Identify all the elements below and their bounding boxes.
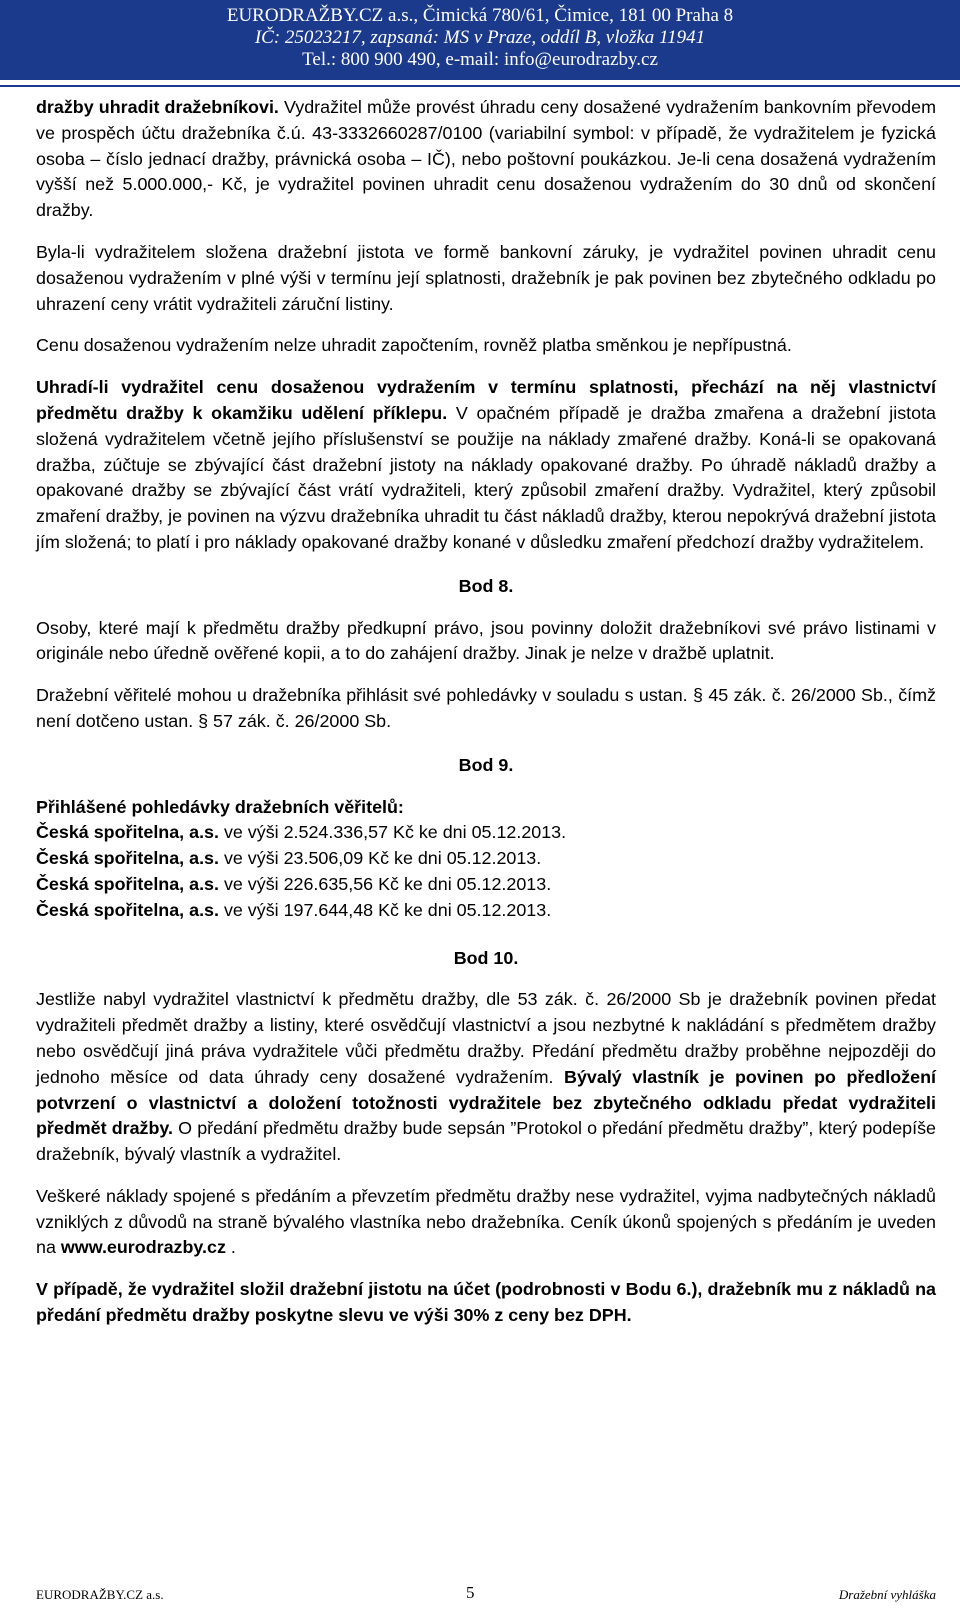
footer-company: EURODRAŽBY.CZ a.s. [36, 1587, 164, 1602]
claim-item [36, 872, 936, 898]
claim-creditor: Česká spořitelna, a.s. [36, 873, 219, 894]
costs-paragraph [36, 1184, 936, 1261]
handover-tail: O předání předmětu dražby bude sepsán ”Protokol o předání předmětu dražby”, který podepíše dražebník, bývalý vlastník a vydražitel. [36, 1118, 936, 1165]
claim-creditor: Česká spořitelna, a.s. [36, 848, 219, 869]
page-footer [36, 1583, 936, 1609]
section-heading-bod-10: Bod 10. [453, 947, 519, 968]
claim-detail: ve výši 226.635,56 Kč ke dni 05.12.2013. [218, 873, 552, 894]
claims-list [36, 795, 936, 924]
section-heading-bod-9: Bod 9. [458, 754, 514, 775]
claim-detail: ve výši 197.644,48 Kč ke dni 05.12.2013. [218, 899, 552, 920]
payment-text: Vydražitel může provést úhradu ceny dosažené vydražením bankovním převodem ve prospěch účtu dražebníka č.ú. 43-3332660287/0100 (variabilní symbol: v případě, že vydražitelem je fyzická osoba – číslo jednací dražby, právnická osoba – IČ), nebo poštovní poukázkou. Je-li cena dosažená vydražením vyšší než 5.000.000,- Kč, je vydražitel povinen uhradit cenu dosaženou vydražením do 30 dnů od skončení dražby. [36, 97, 936, 221]
ownership-text: V opačném případě je dražba zmařena a dražební jistota složená vydražitelem včetně jejího příslušenství se použije na náklady zmařené dražby. Koná-li se opakovaná dražba, zúčtuje se zbývající část dražební jistoty na náklady opakované dražby. Po úhradě nákladů dražby a opakované dražby se zbývající část vrátí vydražiteli, který způsobil zmaření dražby. Vydražitel, který způsobil zmaření dražby, je povinen na výzvu dražebníka uhradit tu část nákladů dražby, kterou nepokrývá dražební jistota jím složená; to platí i pro náklady opakované dražby konané v důsledku zmaření předchozí dražby vydražitelem. [36, 402, 936, 552]
claim-creditor: Česká spořitelna, a.s. [36, 899, 219, 920]
claim-item [36, 846, 936, 872]
letterhead-registration-line: IČ: 25023217, zapsaná: MS v Praze, oddíl B, vložka 11941 [254, 27, 706, 48]
costs-text: Veškeré náklady spojené s předáním a převzetím předmětu dražby nese vydražitel, vyjma nadbytečných nákladů vzniklých z důvodů na straně bývalého vlastníka nebo dražebníka. Ceník úkonů spojených s předáním je uveden na [36, 1185, 936, 1258]
document-body [36, 95, 936, 1329]
pricelist-link[interactable]: www.eurodrazby.cz [60, 1237, 226, 1258]
letterhead-contact-line: Tel.: 800 900 490, e-mail: info@eurodrazby.cz [302, 49, 658, 70]
handover-paragraph [36, 987, 936, 1168]
discount-text: V případě, že vydražitel složil dražební jistotu na účet (podrobnosti v Bodu 6.), dražebník mu z nákladů na předání předmětu dražby poskytne slevu ve výši 30% z ceny bez DPH. [36, 1279, 936, 1326]
ownership-lead: Uhradí-li vydražitel cenu dosaženou vydražením v termínu splatnosti, přechází na něj vlastnictví předmětu dražby k okamžiku udělení příklepu. [36, 377, 936, 423]
bank-guarantee-paragraph: Byla-li vydražitelem složena dražební jistota ve formě bankovní záruky, je vydražitel povinen uhradit cenu dosaženou vydražením v plné výši v termínu její splatnosti, dražebník je pak povinen bez zbytečného odkladu po uhrazení ceny vrátit vydražiteli záruční listiny. [36, 241, 936, 314]
page-number: 5 [466, 1583, 475, 1602]
creditors-paragraph: Dražební věřitelé mohou u dražebníka přihlásit své pohledávky v souladu s ustan. § 45 zák. č. 26/2000 Sb., čímž není dotčeno ustan. § 57 zák. č. 26/2000 Sb. [36, 685, 936, 731]
claim-item [36, 898, 936, 924]
letterhead-divider [0, 85, 960, 87]
payment-lead: dražby uhradit dražebníkovi. [36, 97, 279, 117]
letterhead-company-line: EURODRAŽBY.CZ a.s., Čimická 780/61, Čimice, 181 00 Praha 8 [226, 5, 734, 26]
footer-document-title: Dražební vyhláška [838, 1587, 936, 1602]
claim-detail: ve výši 23.506,09 Kč ke dni 05.12.2013. [218, 848, 542, 869]
offset-paragraph: Cenu dosaženou vydražením nelze uhradit započtením, rovněž platba směnkou je nepřípustná. [36, 335, 792, 356]
payment-paragraph [36, 95, 936, 224]
letterhead-text [0, 5, 960, 71]
section-heading-bod-8: Bod 8. [458, 575, 514, 596]
handover-text: Jestliže nabyl vydražitel vlastnictví k předmětu dražby, dle 53 zák. č. 26/2000 Sb je dražebník povinen předat vydražiteli předmět dražby a listiny, které osvědčují vlastnictví a jsou nezbytné k nakládání s předmětem dražby nebo osvědčují jiná práva vydražitele vůči předmětu dražby. Předání předmětu dražby proběhne nejpozději do jednoho měsíce od data úhrady ceny dosažené vydražením. [36, 989, 936, 1087]
ownership-paragraph [36, 375, 936, 556]
discount-paragraph [36, 1277, 936, 1329]
claim-creditor: Česká spořitelna, a.s. [36, 822, 219, 843]
claim-item [36, 820, 936, 846]
preemption-paragraph: Osoby, které mají k předmětu dražby předkupní právo, jsou povinny doložit dražebníkovi své právo listinami v originále nebo úředně ověřené kopii, a to do zahájení dražby. Jinak je nelze v dražbě uplatnit. [36, 617, 936, 664]
costs-tail: . [225, 1237, 236, 1258]
handover-bold: Bývalý vlastník je povinen po předložení potvrzení o vlastnictví a doložení totožnosti vydražitele bez zbytečného odkladu předat vydražiteli předmět dražby. [36, 1066, 936, 1139]
claims-title: Přihlášené pohledávky dražebních věřitelů: [36, 796, 404, 817]
claim-detail: ve výši 2.524.336,57 Kč ke dni 05.12.2013. [218, 822, 567, 843]
